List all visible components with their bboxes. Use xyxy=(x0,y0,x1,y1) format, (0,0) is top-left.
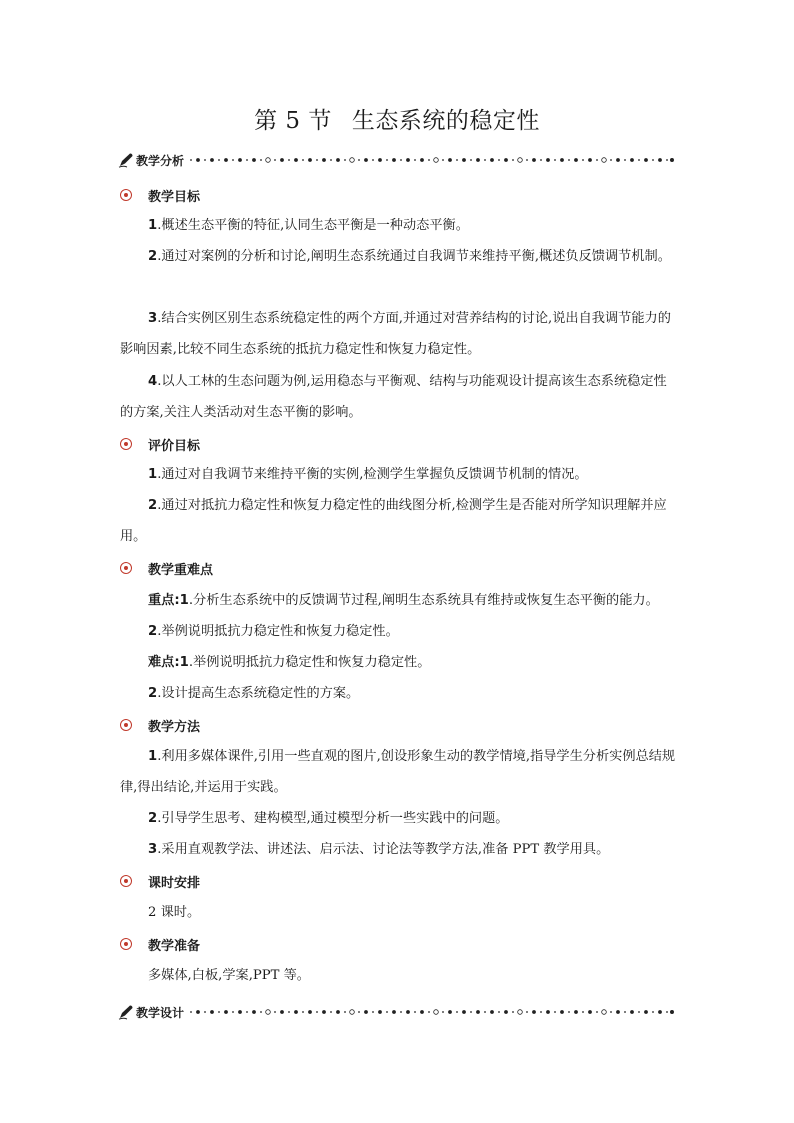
preparation-text xyxy=(120,960,676,991)
item-number: 2 xyxy=(148,249,158,264)
item-number: 3 xyxy=(148,311,158,326)
item-number: 1 xyxy=(148,467,158,482)
item-text: .分析生态系统中的反馈调节过程,阐明生态系统具有维持或恢复生态平衡的能力。 xyxy=(188,593,659,608)
method-item-3 xyxy=(120,834,676,865)
method-item-2 xyxy=(120,803,676,834)
section-label-design: 教学设计 xyxy=(136,1005,185,1020)
item-text: .引导学生思考、建构模型,通过模型分析一些实践中的问题。 xyxy=(157,811,509,826)
dotted-rule xyxy=(188,1008,674,1016)
target-bullet-icon xyxy=(120,562,132,574)
objective-item-3 xyxy=(120,303,676,365)
heading-objectives xyxy=(120,185,200,205)
section-divider-analysis xyxy=(118,152,674,168)
item-text: .通过对抵抗力稳定性和恢复力稳定性的曲线图分析,检测学生是否能对所学知识理解并应用。 xyxy=(120,498,667,544)
item-number: 1 xyxy=(148,218,158,233)
section-divider-design xyxy=(118,1004,674,1020)
focus-label: 重点: xyxy=(148,593,180,608)
item-number: 1 xyxy=(179,593,189,608)
item-number: 2 xyxy=(148,498,158,513)
target-bullet-icon xyxy=(120,189,132,201)
heading-text: 评价目标 xyxy=(148,438,201,454)
item-text: 2 课时。 xyxy=(148,905,201,920)
heading-text: 教学重难点 xyxy=(148,562,214,578)
item-number: 2 xyxy=(148,811,158,826)
focus-item-2 xyxy=(120,616,676,647)
dotted-rule xyxy=(188,156,674,164)
heading-preparation xyxy=(120,934,200,954)
item-text: .通过对案例的分析和讨论,阐明生态系统通过自我调节来维持平衡,概述负反馈调节机制。 xyxy=(157,249,671,264)
difficulty-label: 难点: xyxy=(148,655,180,670)
objective-item-4 xyxy=(120,366,676,428)
heading-evaluation xyxy=(120,434,200,454)
target-bullet-icon xyxy=(120,438,132,450)
item-number: 3 xyxy=(148,842,158,857)
heading-schedule xyxy=(120,871,200,891)
item-number: 1 xyxy=(148,749,158,764)
heading-methods xyxy=(120,715,200,735)
schedule-text xyxy=(120,897,676,928)
difficulty-item-2 xyxy=(120,678,676,709)
item-text: .利用多媒体课件,引用一些直观的图片,创设形象生动的教学情境,指导学生分析实例总结规律,得出结论,并运用于实践。 xyxy=(120,749,676,795)
page-title xyxy=(0,102,794,135)
item-text: .举例说明抵抗力稳定性和恢复力稳定性。 xyxy=(188,655,431,670)
objective-item-2 xyxy=(120,241,676,272)
evaluation-item-2 xyxy=(120,490,676,552)
heading-key-points xyxy=(120,558,213,578)
heading-text: 教学准备 xyxy=(148,938,201,954)
target-bullet-icon xyxy=(120,875,132,887)
heading-text: 课时安排 xyxy=(148,875,201,891)
item-text: .以人工林的生态问题为例,运用稳态与平衡观、结构与功能观设计提高该生态系统稳定性的方案,关注人类活动对生态平衡的影响。 xyxy=(120,374,667,420)
chapter-name: 生态系统的稳定性 xyxy=(351,108,540,134)
section-label-analysis: 教学分析 xyxy=(136,153,185,168)
item-number: 4 xyxy=(148,374,158,389)
pen-icon xyxy=(118,152,134,168)
method-item-1 xyxy=(120,741,676,803)
item-number: 2 xyxy=(148,686,158,701)
item-text: .通过对自我调节来维持平衡的实例,检测学生掌握负反馈调节机制的情况。 xyxy=(157,467,588,482)
item-text: .采用直观教学法、讲述法、启示法、讨论法等教学方法,准备 PPT 教学用具。 xyxy=(157,842,610,857)
item-number: 2 xyxy=(148,624,158,639)
item-text: .举例说明抵抗力稳定性和恢复力稳定性。 xyxy=(157,624,399,639)
heading-text: 教学方法 xyxy=(148,719,201,735)
heading-text: 教学目标 xyxy=(148,189,201,205)
item-text: .概述生态平衡的特征,认同生态平衡是一种动态平衡。 xyxy=(157,218,469,233)
evaluation-item-1 xyxy=(120,459,676,490)
difficulty-item-1 xyxy=(120,647,676,678)
objective-item-1 xyxy=(120,210,676,241)
target-bullet-icon xyxy=(120,938,132,950)
item-text: 多媒体,白板,学案,PPT 等。 xyxy=(148,968,310,983)
target-bullet-icon xyxy=(120,719,132,731)
item-number: 1 xyxy=(179,655,189,670)
item-text: .设计提高生态系统稳定性的方案。 xyxy=(157,686,360,701)
focus-item-1 xyxy=(120,585,676,616)
chapter-number: 第 5 节 xyxy=(254,108,332,134)
item-text: .结合实例区别生态系统稳定性的两个方面,并通过对营养结构的讨论,说出自我调节能力的影响因素,比较不同生态系统的抵抗力稳定性和恢复力稳定性。 xyxy=(120,311,671,357)
pen-icon xyxy=(118,1004,134,1020)
